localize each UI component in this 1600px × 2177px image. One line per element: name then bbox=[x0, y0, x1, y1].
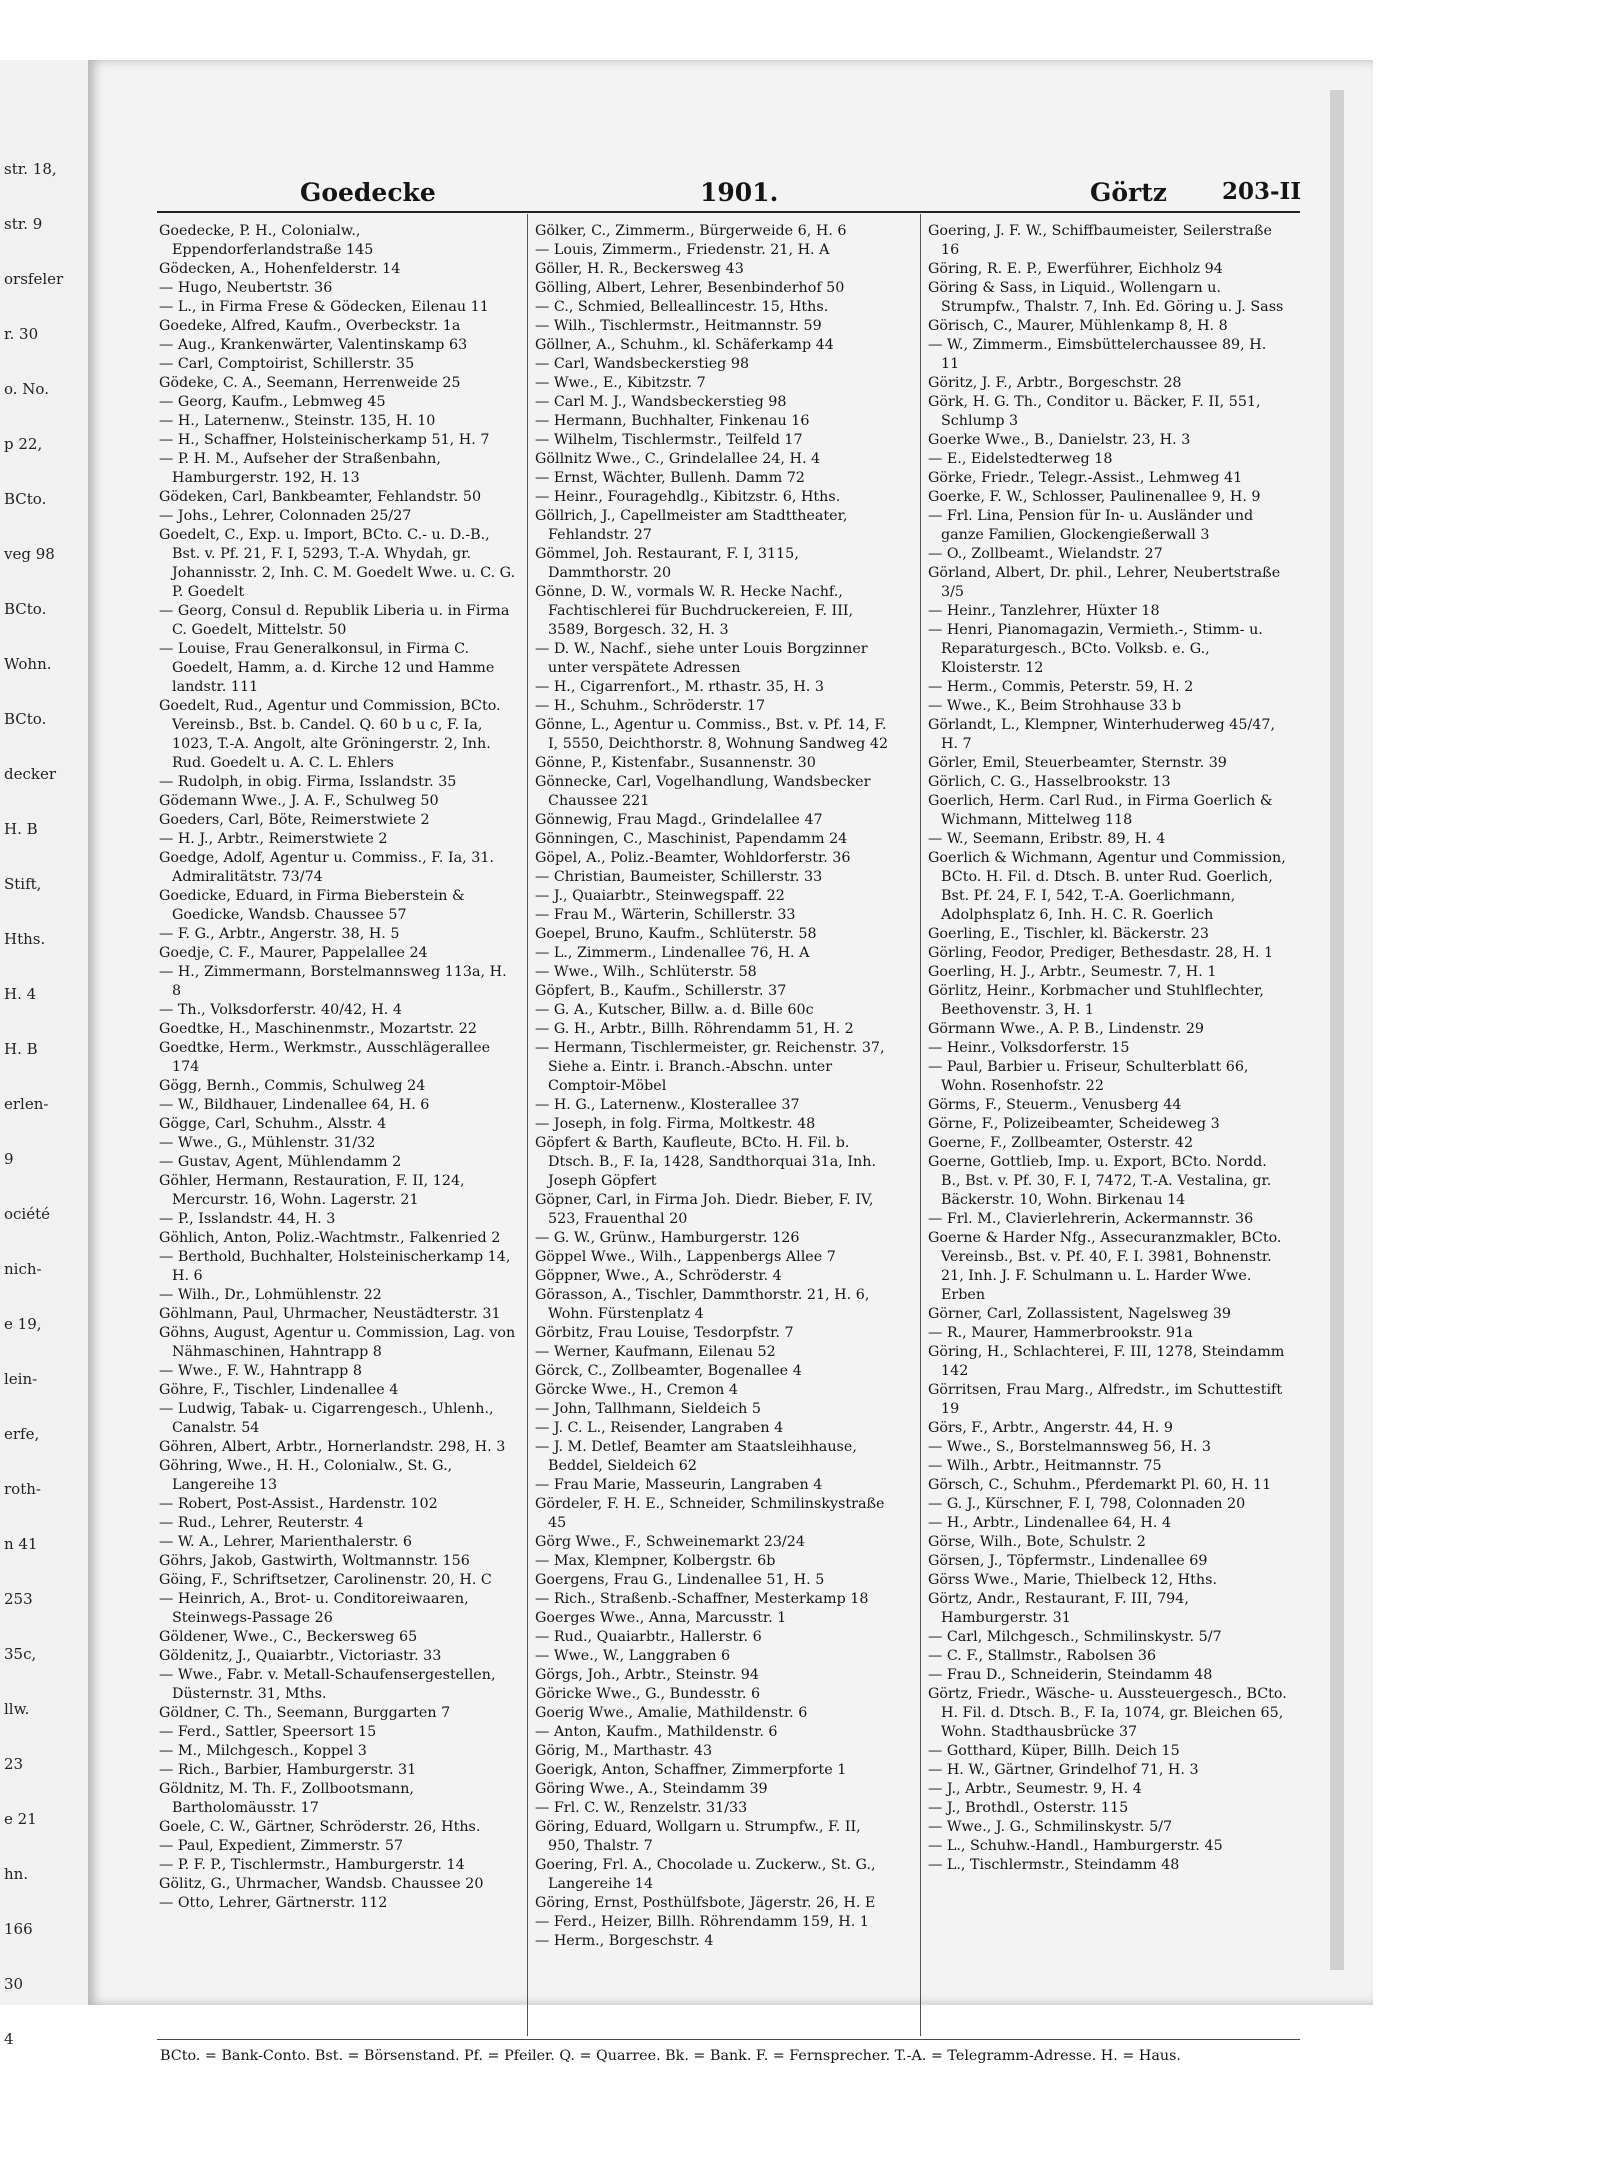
directory-entry: Goedeke, Alfred, Kaufm., Overbeckstr. 1a bbox=[159, 318, 461, 334]
left-page-fragment: ociété bbox=[4, 1205, 51, 1223]
directory-column-1 bbox=[159, 222, 519, 1913]
directory-entry: Görke, Friedr., Telegr.-Assist., Lehmweg 41 bbox=[928, 470, 1243, 486]
directory-entry: — Carl M. J., Wandsbeckerstieg 98 bbox=[535, 394, 787, 410]
directory-entry: — Wwe., Wilh., Schlüterstr. 58 bbox=[535, 964, 757, 980]
directory-entry: — Gotthard, Küper, Billh. Deich 15 bbox=[928, 1743, 1180, 1759]
directory-entry: Goerges Wwe., Anna, Marcusstr. 1 bbox=[535, 1610, 787, 1626]
footer-rule bbox=[157, 2039, 1300, 2040]
directory-entry: — H. J., Arbtr., Reimerstwiete 2 bbox=[159, 831, 388, 847]
directory-entry: Göllner, A., Schuhm., kl. Schäferkamp 44 bbox=[535, 337, 834, 353]
directory-entry: — Werner, Kaufmann, Eilenau 52 bbox=[535, 1344, 776, 1360]
directory-entry: — Carl, Comptoirist, Schillerstr. 35 bbox=[159, 356, 415, 372]
left-page-fragment: 9 bbox=[4, 1150, 14, 1168]
left-page-fragment: BCto. bbox=[4, 600, 47, 618]
directory-entry: — L., in Firma Frese & Gödecken, Eilenau 11 bbox=[159, 299, 489, 315]
directory-entry: — H. W., Gärtner, Grindelhof 71, H. 3 bbox=[928, 1762, 1199, 1778]
left-page-fragment: r. 30 bbox=[4, 325, 39, 343]
directory-entry: — C. F., Stallmstr., Rabolsen 36 bbox=[928, 1648, 1157, 1664]
directory-entry: — Louis, Zimmerm., Friedenstr. 21, H. A bbox=[535, 242, 830, 258]
directory-entry: Goerlich & Wichmann, Agentur und Commission, BCto. H. Fil. d. Dtsch. B. unter Rud. Goerlich, Bst. Pf. 24, F. I, 542, T.-A. Goerlichmann, Adolphsplatz 6, Inh. H. C. R. Goerlich bbox=[928, 850, 1286, 923]
directory-entry: — Gustav, Agent, Mühlendamm 2 bbox=[159, 1154, 402, 1170]
directory-entry: Goedtke, Herm., Werkmstr., Ausschlägerallee 174 bbox=[159, 1040, 491, 1075]
directory-entry: — Paul, Expedient, Zimmerstr. 57 bbox=[159, 1838, 404, 1854]
left-page-fragment: roth- bbox=[4, 1480, 41, 1498]
directory-entry: — Th., Volksdorferstr. 40/42, H. 4 bbox=[159, 1002, 402, 1018]
left-page-fragment: o. No. bbox=[4, 380, 49, 398]
left-page-fragment: Hths. bbox=[4, 930, 46, 948]
left-page-fragment: str. 18, bbox=[4, 160, 57, 178]
directory-entry: — Rich., Straßenb.-Schaffner, Mesterkamp 18 bbox=[535, 1591, 869, 1607]
directory-entry: — John, Tallhmann, Sieldeich 5 bbox=[535, 1401, 762, 1417]
left-page-fragment: 35c, bbox=[4, 1645, 37, 1663]
directory-entry: Göller, H. R., Beckersweg 43 bbox=[535, 261, 744, 277]
directory-entry: Görck, C., Zollbeamter, Bogenallee 4 bbox=[535, 1363, 802, 1379]
directory-entry: Goele, C. W., Gärtner, Schröderstr. 26, Hths. bbox=[159, 1819, 481, 1835]
left-page-fragment: p 22, bbox=[4, 435, 43, 453]
directory-entry: — W., Zimmerm., Eimsbüttelerchaussee 89, H. 11 bbox=[928, 337, 1267, 372]
directory-entry: Goedelt, C., Exp. u. Import, BCto. C.- u. D.-B., Bst. v. Pf. 21, F. I, 5293, T.-A. Whydah, gr. Johannisstr. 2, Inh. C. M. Goedelt Wwe. u. C. G. P. Goedelt bbox=[159, 527, 516, 600]
directory-entry: — H. G., Laternenw., Klosterallee 37 bbox=[535, 1097, 800, 1113]
directory-entry: — Frl. Lina, Pension für In- u. Ausländer und ganze Familien, Glockengießerwall 3 bbox=[928, 508, 1254, 543]
directory-entry: Göpner, Carl, in Firma Joh. Diedr. Bieber, F. IV, 523, Frauenthal 20 bbox=[535, 1192, 874, 1227]
directory-entry: Görne, F., Polizeibeamter, Scheideweg 3 bbox=[928, 1116, 1220, 1132]
directory-entry: Gönne, D. W., vormals W. R. Hecke Nachf., Fachtischlerei für Buchdruckereien, F. III, 3589, Borgesch. 32, H. 3 bbox=[535, 584, 854, 638]
left-page-fragment: erlen- bbox=[4, 1095, 49, 1113]
directory-entry: — E., Eidelstedterweg 18 bbox=[928, 451, 1113, 467]
directory-entry: — Hermann, Tischlermeister, gr. Reichenstr. 37, Siehe a. Eintr. i. Branch.-Abschn. unter Comptoir-Möbel bbox=[535, 1040, 885, 1094]
left-page-fragment: BCto. bbox=[4, 490, 47, 508]
directory-entry: Görig, M., Marthastr. 43 bbox=[535, 1743, 713, 1759]
directory-entry: Goerne & Harder Nfg., Assecuranzmakler, BCto. Vereinsb., Bst. v. Pf. 40, F. I. 3981, Bohnenstr. 21, Inh. J. F. Schulmann u. L. Harder Wwe. Erben bbox=[928, 1230, 1282, 1303]
directory-entry: — D. W., Nachf., siehe unter Louis Borgzinner unter verspätete Adressen bbox=[535, 641, 868, 676]
directory-entry: Goedicke, Eduard, in Firma Bieberstein & Goedicke, Wandsb. Chaussee 57 bbox=[159, 888, 465, 923]
directory-entry: Gölker, C., Zimmerm., Bürgerweide 6, H. 6 bbox=[535, 223, 847, 239]
directory-entry: — H., Cigarrenfort., M. rthastr. 35, H. 3 bbox=[535, 679, 824, 695]
directory-entry: Görling, Feodor, Prediger, Bethesdastr. 28, H. 1 bbox=[928, 945, 1274, 961]
directory-entry: Gögge, Carl, Schuhm., Alsstr. 4 bbox=[159, 1116, 387, 1132]
directory-entry: Görtz, Friedr., Wäsche- u. Aussteuergesch., BCto. H. Fil. d. Dtsch. B., F. Ia, 1074, gr. Bleichen 65, Wohn. Stadthausbrücke 37 bbox=[928, 1686, 1287, 1740]
directory-entry: Göllnitz Wwe., C., Grindelallee 24, H. 4 bbox=[535, 451, 821, 467]
left-page-fragment: Wohn. bbox=[4, 655, 52, 673]
directory-entry: — Wilh., Dr., Lohmühlenstr. 22 bbox=[159, 1287, 382, 1303]
directory-entry: — C., Schmied, Belleallincestr. 15, Hths. bbox=[535, 299, 829, 315]
directory-entry: — J., Quaiarbtr., Steinwegspaff. 22 bbox=[535, 888, 785, 904]
directory-entry: — Wwe., F. W., Hahntrapp 8 bbox=[159, 1363, 362, 1379]
directory-entry: — L., Schuhw.-Handl., Hamburgerstr. 45 bbox=[928, 1838, 1223, 1854]
directory-entry: — Frl. M., Clavierlehrerin, Ackermannstr. 36 bbox=[928, 1211, 1254, 1227]
directory-entry: — Wwe., E., Kibitzstr. 7 bbox=[535, 375, 706, 391]
directory-entry: — Joseph, in folg. Firma, Moltkestr. 48 bbox=[535, 1116, 816, 1132]
directory-entry: Goedje, C. F., Maurer, Pappelallee 24 bbox=[159, 945, 428, 961]
directory-entry: Göhren, Albert, Arbtr., Hornerlandstr. 298, H. 3 bbox=[159, 1439, 506, 1455]
directory-entry: Gömmel, Joh. Restaurant, F. I, 3115, Dammthorstr. 20 bbox=[535, 546, 799, 581]
left-page-fragment: 166 bbox=[4, 1920, 33, 1938]
directory-entry: Gödeke, C. A., Seemann, Herrenweide 25 bbox=[159, 375, 461, 391]
left-page-fragment: nich- bbox=[4, 1260, 42, 1278]
directory-entry: — Christian, Baumeister, Schillerstr. 33 bbox=[535, 869, 823, 885]
directory-entry: — Wilh., Tischlermstr., Heitmannstr. 59 bbox=[535, 318, 822, 334]
directory-entry: Goepel, Bruno, Kaufm., Schlüterstr. 58 bbox=[535, 926, 817, 942]
directory-entry: Goedelt, Rud., Agentur und Commission, BCto. Vereinsb., Bst. b. Candel. Q. 60 b u c, F. Ia, 1023, T.-A. Angolt, alte Gröningerstr. 2, Inh. Rud. Goedelt u. A. C. L. Ehlers bbox=[159, 698, 501, 771]
directory-entry: — Berthold, Buchhalter, Holsteinischerkamp 14, H. 6 bbox=[159, 1249, 511, 1284]
directory-entry: Görritsen, Frau Marg., Alfredstr., im Schuttestift 19 bbox=[928, 1382, 1283, 1417]
directory-entry: Göllrich, J., Capellmeister am Stadttheater, Fehlandstr. 27 bbox=[535, 508, 848, 543]
directory-entry: Görbitz, Frau Louise, Tesdorpfstr. 7 bbox=[535, 1325, 794, 1341]
directory-entry: — P., Isslandstr. 44, H. 3 bbox=[159, 1211, 336, 1227]
directory-entry: Göricke Wwe., G., Bundesstr. 6 bbox=[535, 1686, 761, 1702]
directory-entry: Göldner, C. Th., Seemann, Burggarten 7 bbox=[159, 1705, 451, 1721]
left-page-fragment: e 21 bbox=[4, 1810, 37, 1828]
directory-entry: Goedecke, P. H., Colonialw., Eppendorferlandstraße 145 bbox=[159, 223, 374, 258]
directory-entry: Gögg, Bernh., Commis, Schulweg 24 bbox=[159, 1078, 426, 1094]
directory-entry: — Wwe., G., Mühlenstr. 31/32 bbox=[159, 1135, 376, 1151]
directory-entry: Göhlich, Anton, Poliz.-Wachtmstr., Falkenried 2 bbox=[159, 1230, 501, 1246]
directory-entry: Goerling, H. J., Arbtr., Seumestr. 7, H. 1 bbox=[928, 964, 1217, 980]
directory-entry: — Carl, Wandsbeckerstieg 98 bbox=[535, 356, 750, 372]
directory-entry: Gölling, Albert, Lehrer, Besenbinderhof 50 bbox=[535, 280, 845, 296]
directory-entry: Goerne, Gottlieb, Imp. u. Export, BCto. Nordd. B., Bst. v. Pf. 30, F. I, 7472, T.-A. Vestalina, gr. Bäckerstr. 10, Wohn. Birkenau 14 bbox=[928, 1154, 1272, 1208]
directory-entry: Goerke, F. W., Schlosser, Paulinenallee 9, H. 9 bbox=[928, 489, 1261, 505]
left-page-fragment: 23 bbox=[4, 1755, 24, 1773]
directory-entry: Göpel, A., Poliz.-Beamter, Wohldorferstr. 36 bbox=[535, 850, 851, 866]
directory-entry: — Carl, Milchgesch., Schmilinskystr. 5/7 bbox=[928, 1629, 1222, 1645]
directory-entry: — Ernst, Wächter, Bullenh. Damm 72 bbox=[535, 470, 805, 486]
directory-entry: — P. F. P., Tischlermstr., Hamburgerstr. 14 bbox=[159, 1857, 465, 1873]
left-page-fragment: decker bbox=[4, 765, 57, 783]
directory-entry: — J., Arbtr., Seumestr. 9, H. 4 bbox=[928, 1781, 1142, 1797]
directory-entry: Goerling, E., Tischler, kl. Bäckerstr. 23 bbox=[928, 926, 1209, 942]
left-page-fragment: hn. bbox=[4, 1865, 29, 1883]
directory-entry: Goergens, Frau G., Lindenallee 51, H. 5 bbox=[535, 1572, 825, 1588]
directory-entry: Goedge, Adolf, Agentur u. Commiss., F. Ia, 31. Admiralitätstr. 73/74 bbox=[159, 850, 494, 885]
directory-entry: Göpfert & Barth, Kaufleute, BCto. H. Fil. b. Dtsch. B., F. Ia, 1428, Sandthorquai 31a, Inh. Joseph Göpfert bbox=[535, 1135, 876, 1189]
directory-entry: Görisch, C., Maurer, Mühlenkamp 8, H. 8 bbox=[928, 318, 1228, 334]
directory-entry: Göring, Eduard, Wollgarn u. Strumpfw., F. II, 950, Thalstr. 7 bbox=[535, 1819, 861, 1854]
directory-entry: Goeders, Carl, Böte, Reimerstwiete 2 bbox=[159, 812, 430, 828]
directory-entry: Görlich, C. G., Hasselbrookstr. 13 bbox=[928, 774, 1171, 790]
directory-entry: — G. W., Grünw., Hamburgerstr. 126 bbox=[535, 1230, 800, 1246]
directory-entry: Goedtke, H., Maschinenmstr., Mozartstr. 22 bbox=[159, 1021, 477, 1037]
directory-entry: Göring & Sass, in Liquid., Wollengarn u. Strumpfw., Thalstr. 7, Inh. Ed. Göring u. J. Sass bbox=[928, 280, 1284, 315]
directory-entry: — Herm., Commis, Peterstr. 59, H. 2 bbox=[928, 679, 1194, 695]
directory-entry: — G. H., Arbtr., Billh. Röhrendamm 51, H. 2 bbox=[535, 1021, 854, 1037]
directory-entry: Göhler, Hermann, Restauration, F. II, 124, Mercurstr. 16, Wohn. Lagerstr. 21 bbox=[159, 1173, 465, 1208]
directory-entry: Gönnewig, Frau Magd., Grindelallee 47 bbox=[535, 812, 823, 828]
directory-entry: — F. G., Arbtr., Angerstr. 38, H. 5 bbox=[159, 926, 400, 942]
directory-entry: Gönningen, C., Maschinist, Papendamm 24 bbox=[535, 831, 848, 847]
directory-entry: — H., Schuhm., Schröderstr. 17 bbox=[535, 698, 766, 714]
directory-entry: Gölitz, G., Uhrmacher, Wandsb. Chaussee 20 bbox=[159, 1876, 484, 1892]
directory-entry: — Wwe., K., Beim Strohhause 33 b bbox=[928, 698, 1182, 714]
directory-entry: Göring, R. E. P., Ewerführer, Eichholz 94 bbox=[928, 261, 1223, 277]
directory-entry: Göppel Wwe., Wilh., Lappenbergs Allee 7 bbox=[535, 1249, 836, 1265]
directory-entry: — Max, Klempner, Kolbergstr. 6b bbox=[535, 1553, 776, 1569]
directory-entry: — Hugo, Neubertstr. 36 bbox=[159, 280, 333, 296]
directory-entry: Göldenitz, J., Quaiarbtr., Victoriastr. 33 bbox=[159, 1648, 442, 1664]
directory-entry: Görasson, A., Tischler, Dammthorstr. 21, H. 6, Wohn. Fürstenplatz 4 bbox=[535, 1287, 870, 1322]
directory-entry: Göppner, Wwe., A., Schröderstr. 4 bbox=[535, 1268, 782, 1284]
left-page-fragment: Stift, bbox=[4, 875, 42, 893]
directory-entry: — Frau Marie, Masseurin, Langraben 4 bbox=[535, 1477, 823, 1493]
directory-entry: — Ferd., Heizer, Billh. Röhrendamm 159, H. 1 bbox=[535, 1914, 869, 1930]
directory-entry: Görss Wwe., Marie, Thielbeck 12, Hths. bbox=[928, 1572, 1217, 1588]
left-page-fragment: lein- bbox=[4, 1370, 38, 1388]
directory-entry: — Heinr., Fouragehdlg., Kibitzstr. 6, Hths. bbox=[535, 489, 841, 505]
directory-entry: — Louise, Frau Generalkonsul, in Firma C. Goedelt, Hamm, a. d. Kirche 12 und Hamme landstr. 111 bbox=[159, 641, 495, 695]
left-page-fragment: llw. bbox=[4, 1700, 30, 1718]
directory-entry: Goering, J. F. W., Schiffbaumeister, Seilerstraße 16 bbox=[928, 223, 1272, 258]
directory-entry: Görlandt, L., Klempner, Winterhuderweg 45/47, H. 7 bbox=[928, 717, 1275, 752]
directory-entry: Göldener, Wwe., C., Beckersweg 65 bbox=[159, 1629, 418, 1645]
directory-entry: Gördeler, F. H. E., Schneider, Schmilinskystraße 45 bbox=[535, 1496, 885, 1531]
running-head-right: Görtz bbox=[1090, 178, 1167, 207]
directory-entry: — J. M. Detlef, Beamter am Staatsleihhause, Beddel, Sieldeich 62 bbox=[535, 1439, 857, 1474]
directory-entry: — W., Bildhauer, Lindenallee 64, H. 6 bbox=[159, 1097, 430, 1113]
directory-entry: — G. J., Kürschner, F. I, 798, Colonnaden 20 bbox=[928, 1496, 1246, 1512]
directory-entry: — Heinrich, A., Brot- u. Conditoreiwaaren, Steinwegs-Passage 26 bbox=[159, 1591, 469, 1626]
directory-entry: — M., Milchgesch., Koppel 3 bbox=[159, 1743, 367, 1759]
directory-entry: — Aug., Krankenwärter, Valentinskamp 63 bbox=[159, 337, 468, 353]
directory-entry: — Heinr., Tanzlehrer, Hüxter 18 bbox=[928, 603, 1160, 619]
directory-entry: — Rud., Lehrer, Reuterstr. 4 bbox=[159, 1515, 364, 1531]
directory-entry: Goerigk, Anton, Schaffner, Zimmerpforte 1 bbox=[535, 1762, 847, 1778]
directory-entry: Gönne, P., Kistenfabr., Susannenstr. 30 bbox=[535, 755, 816, 771]
page-edge bbox=[1330, 90, 1344, 1970]
directory-entry: Goerke Wwe., B., Danielstr. 23, H. 3 bbox=[928, 432, 1191, 448]
directory-entry: — H., Zimmermann, Borstelmannsweg 113a, H. 8 bbox=[159, 964, 507, 999]
left-page-fragment: erfe, bbox=[4, 1425, 40, 1443]
left-page-fragment: veg 98 bbox=[4, 545, 55, 563]
directory-entry: Görcke Wwe., H., Cremon 4 bbox=[535, 1382, 738, 1398]
directory-entry: Görsen, J., Töpfermstr., Lindenallee 69 bbox=[928, 1553, 1208, 1569]
directory-entry: Göhre, F., Tischler, Lindenallee 4 bbox=[159, 1382, 399, 1398]
directory-entry: — Georg, Consul d. Republik Liberia u. in Firma C. Goedelt, Mittelstr. 50 bbox=[159, 603, 510, 638]
left-page-fragment: str. 9 bbox=[4, 215, 43, 233]
directory-entry: Göhrs, Jakob, Gastwirth, Woltmannstr. 156 bbox=[159, 1553, 470, 1569]
directory-entry: Gönnecke, Carl, Vogelhandlung, Wandsbecker Chaussee 221 bbox=[535, 774, 871, 809]
directory-entry: Göring, Ernst, Posthülfsbote, Jägerstr. 26, H. E bbox=[535, 1895, 876, 1911]
directory-entry: — Ferd., Sattler, Speersort 15 bbox=[159, 1724, 377, 1740]
directory-entry: — Georg, Kaufm., Lebmweg 45 bbox=[159, 394, 386, 410]
directory-entry: Görms, F., Steuerm., Venusberg 44 bbox=[928, 1097, 1182, 1113]
directory-entry: Görler, Emil, Steuerbeamter, Sternstr. 39 bbox=[928, 755, 1227, 771]
directory-column-3 bbox=[928, 222, 1288, 1875]
left-page-fragment: e 19, bbox=[4, 1315, 42, 1333]
directory-entry: — Frl. C. W., Renzelstr. 31/33 bbox=[535, 1800, 748, 1816]
left-page-fragment: BCto. bbox=[4, 710, 47, 728]
directory-entry: Göring, H., Schlachterei, F. III, 1278, Steindamm 142 bbox=[928, 1344, 1285, 1379]
directory-entry: — Robert, Post-Assist., Hardenstr. 102 bbox=[159, 1496, 438, 1512]
column-separator bbox=[920, 214, 921, 2036]
directory-entry: Görland, Albert, Dr. phil., Lehrer, Neubertstraße 3/5 bbox=[928, 565, 1281, 600]
directory-entry: — Wilh., Arbtr., Heitmannstr. 75 bbox=[928, 1458, 1162, 1474]
directory-entry: — Anton, Kaufm., Mathildenstr. 6 bbox=[535, 1724, 778, 1740]
directory-entry: Goerig Wwe., Amalie, Mathildenstr. 6 bbox=[535, 1705, 808, 1721]
directory-entry: Görtz, Andr., Restaurant, F. III, 794, Hamburgerstr. 31 bbox=[928, 1591, 1189, 1626]
directory-entry: — Ludwig, Tabak- u. Cigarrengesch., Uhlenh., Canalstr. 54 bbox=[159, 1401, 494, 1436]
directory-entry: Göhlmann, Paul, Uhrmacher, Neustädterstr. 31 bbox=[159, 1306, 501, 1322]
directory-entry: Göhns, August, Agentur u. Commission, Lag. von Nähmaschinen, Hahntrapp 8 bbox=[159, 1325, 516, 1360]
directory-entry: — W. A., Lehrer, Marienthalerstr. 6 bbox=[159, 1534, 413, 1550]
directory-entry: — H., Laternenw., Steinstr. 135, H. 10 bbox=[159, 413, 436, 429]
directory-entry: Göing, F., Schriftsetzer, Carolinenstr. 20, H. C bbox=[159, 1572, 492, 1588]
left-page-fragment: n 41 bbox=[4, 1535, 38, 1553]
left-page-fragment: 30 bbox=[4, 1975, 24, 1993]
directory-entry: Görs, F., Arbtr., Angerstr. 44, H. 9 bbox=[928, 1420, 1173, 1436]
abbreviation-legend: BCto. = Bank-Conto. Bst. = Börsenstand. Pf. = Pfeiler. Q. = Quarree. Bk. = Bank. F. = Fernsprecher. T.-A. = Telegramm-Adresse. H. = Haus. bbox=[160, 2048, 1181, 2064]
directory-entry: — G. A., Kutscher, Billw. a. d. Bille 60c bbox=[535, 1002, 814, 1018]
directory-entry: — Rudolph, in obig. Firma, Isslandstr. 35 bbox=[159, 774, 457, 790]
directory-entry: — Wwe., S., Borstelmannsweg 56, H. 3 bbox=[928, 1439, 1212, 1455]
left-page-fragment: orsfeler bbox=[4, 270, 64, 288]
directory-entry: — Wwe., W., Langgraben 6 bbox=[535, 1648, 731, 1664]
directory-entry: — Heinr., Volksdorferstr. 15 bbox=[928, 1040, 1130, 1056]
directory-entry: Göring Wwe., A., Steindamm 39 bbox=[535, 1781, 768, 1797]
directory-entry: Gönne, L., Agentur u. Commiss., Bst. v. Pf. 14, F. I, 5550, Deichthorstr. 8, Wohnung Sandweg 42 bbox=[535, 717, 889, 752]
directory-entry: — Rud., Quaiarbtr., Hallerstr. 6 bbox=[535, 1629, 762, 1645]
page-number: 203-II bbox=[1222, 178, 1302, 205]
directory-entry: Görg Wwe., F., Schweinemarkt 23/24 bbox=[535, 1534, 805, 1550]
directory-entry: — Herm., Borgeschstr. 4 bbox=[535, 1933, 714, 1949]
left-page-fragment: H. B bbox=[4, 1040, 38, 1058]
left-page-fragment: H. B bbox=[4, 820, 38, 838]
directory-entry: — H., Arbtr., Lindenallee 64, H. 4 bbox=[928, 1515, 1172, 1531]
directory-entry: Göritz, J. F., Arbtr., Borgeschstr. 28 bbox=[928, 375, 1182, 391]
directory-entry: — L., Tischlermstr., Steindamm 48 bbox=[928, 1857, 1180, 1873]
directory-entry: — L., Zimmerm., Lindenallee 76, H. A bbox=[535, 945, 810, 961]
directory-entry: — Hermann, Buchhalter, Finkenau 16 bbox=[535, 413, 810, 429]
directory-entry: — Henri, Pianomagazin, Vermieth.-, Stimm- u. Reparaturgesch., BCto. Volksb. e. G., Kloisterstr. 12 bbox=[928, 622, 1263, 676]
directory-entry: Görgs, Joh., Arbtr., Steinstr. 94 bbox=[535, 1667, 759, 1683]
header-rule bbox=[157, 211, 1300, 213]
directory-entry: — Frau M., Wärterin, Schillerstr. 33 bbox=[535, 907, 796, 923]
running-head-year: 1901. bbox=[700, 178, 779, 207]
directory-entry: — Rich., Barbier, Hamburgerstr. 31 bbox=[159, 1762, 417, 1778]
directory-entry: — H., Schaffner, Holsteinischerkamp 51, H. 7 bbox=[159, 432, 490, 448]
directory-entry: Görse, Wilh., Bote, Schulstr. 2 bbox=[928, 1534, 1146, 1550]
directory-entry: — Paul, Barbier u. Friseur, Schulterblatt 66, Wohn. Rosenhofstr. 22 bbox=[928, 1059, 1249, 1094]
directory-entry: Göldnitz, M. Th. F., Zollbootsmann, Bartholomäusstr. 17 bbox=[159, 1781, 414, 1816]
column-separator bbox=[527, 214, 528, 2036]
directory-entry: — J. C. L., Reisender, Langraben 4 bbox=[535, 1420, 784, 1436]
directory-entry: Görner, Carl, Zollassistent, Nagelsweg 39 bbox=[928, 1306, 1232, 1322]
directory-entry: — P. H. M., Aufseher der Straßenbahn, Hamburgerstr. 192, H. 13 bbox=[159, 451, 441, 486]
directory-entry: Goerlich, Herm. Carl Rud., in Firma Goerlich & Wichmann, Mittelweg 118 bbox=[928, 793, 1273, 828]
left-page-fragment: 253 bbox=[4, 1590, 33, 1608]
directory-entry: Gödecken, A., Hohenfelderstr. 14 bbox=[159, 261, 401, 277]
directory-entry: — J., Brothdl., Osterstr. 115 bbox=[928, 1800, 1129, 1816]
directory-entry: — O., Zollbeamt., Wielandstr. 27 bbox=[928, 546, 1163, 562]
directory-column-2 bbox=[535, 222, 895, 1951]
directory-entry: — Johs., Lehrer, Colonnaden 25/27 bbox=[159, 508, 412, 524]
left-page-fragment: 4 bbox=[4, 2030, 14, 2048]
directory-entry: — Frau D., Schneiderin, Steindamm 48 bbox=[928, 1667, 1213, 1683]
directory-entry: Görk, H. G. Th., Conditor u. Bäcker, F. II, 551, Schlump 3 bbox=[928, 394, 1261, 429]
directory-entry: Göhring, Wwe., H. H., Colonialw., St. G., Langereihe 13 bbox=[159, 1458, 453, 1493]
directory-entry: — Wwe., J. G., Schmilinskystr. 5/7 bbox=[928, 1819, 1173, 1835]
directory-entry: Goering, Frl. A., Chocolade u. Zuckerw., St. G., Langereihe 14 bbox=[535, 1857, 876, 1892]
directory-entry: — Wilhelm, Tischlermstr., Teilfeld 17 bbox=[535, 432, 803, 448]
directory-entry: — W., Seemann, Eribstr. 89, H. 4 bbox=[928, 831, 1166, 847]
directory-entry: Görmann Wwe., A. P. B., Lindenstr. 29 bbox=[928, 1021, 1205, 1037]
directory-entry: Göpfert, B., Kaufm., Schillerstr. 37 bbox=[535, 983, 787, 999]
directory-entry: Goerne, F., Zollbeamter, Osterstr. 42 bbox=[928, 1135, 1194, 1151]
directory-entry: Görsch, C., Schuhm., Pferdemarkt Pl. 60, H. 11 bbox=[928, 1477, 1272, 1493]
left-page-fragment: H. 4 bbox=[4, 985, 37, 1003]
directory-entry: Görlitz, Heinr., Korbmacher und Stuhlflechter, Beethovenstr. 3, H. 1 bbox=[928, 983, 1264, 1018]
directory-entry: Gödemann Wwe., J. A. F., Schulweg 50 bbox=[159, 793, 439, 809]
directory-entry: — Otto, Lehrer, Gärtnerstr. 112 bbox=[159, 1895, 388, 1911]
directory-entry: Gödeken, Carl, Bankbeamter, Fehlandstr. 50 bbox=[159, 489, 482, 505]
directory-entry: — Wwe., Fabr. v. Metall-Schaufensergestellen, Düsternstr. 31, Mths. bbox=[159, 1667, 496, 1702]
running-head-left: Goedecke bbox=[300, 178, 436, 207]
directory-entry: — R., Maurer, Hammerbrookstr. 91a bbox=[928, 1325, 1193, 1341]
